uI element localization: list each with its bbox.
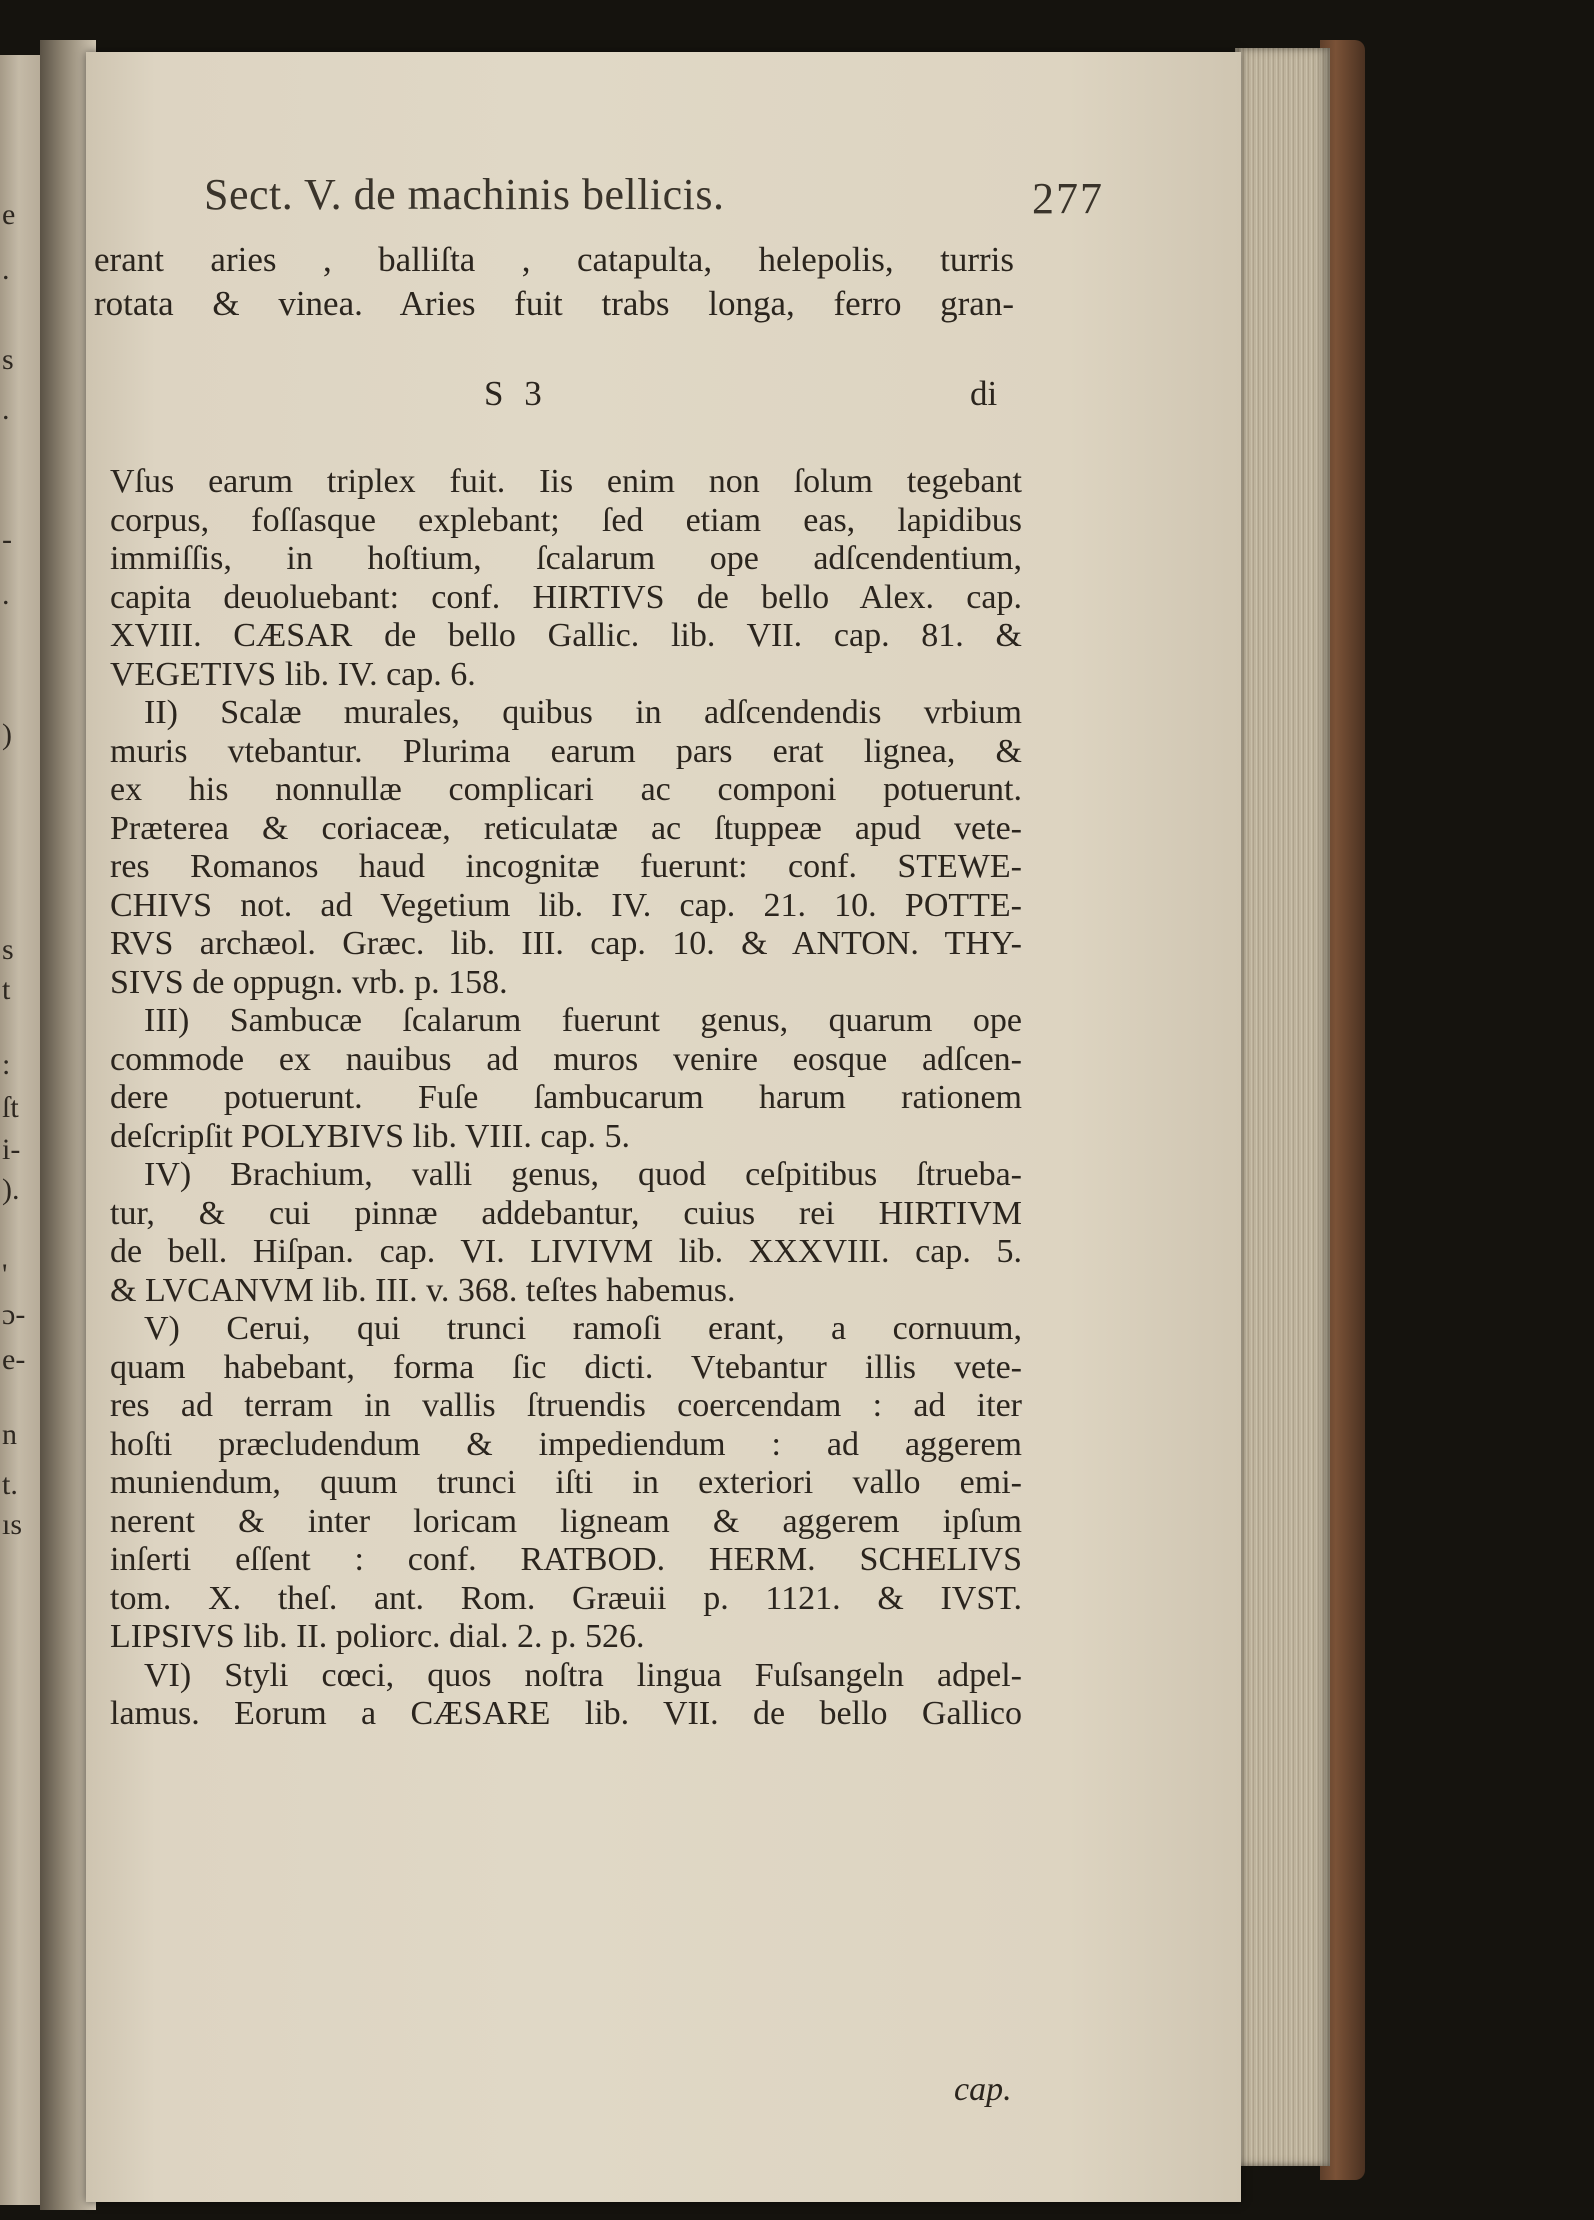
note-line: muris vtebantur. Plurima earum pars erat lignea, & <box>110 732 1022 770</box>
note-line: hoſti præcludendum & impediendum : ad aggerem <box>110 1425 1022 1463</box>
catchword-upper: di <box>970 374 998 413</box>
note-line: Præterea & coriaceæ, reticulatæ ac ſtuppeæ apud vete- <box>110 809 1022 847</box>
note-line: de bell. Hiſpan. cap. VI. LIVIVM lib. XXXVIII. cap. 5. <box>110 1233 1022 1270</box>
note-line: tur, & cui pinnæ addebantur, cuius rei HIRTIVM <box>110 1194 1022 1232</box>
left-margin-fragment: ) <box>2 718 12 751</box>
note-line: RVS archæol. Græc. lib. III. cap. 10. & ANTON. THY- <box>110 925 1022 962</box>
left-margin-fragment: s <box>2 343 14 376</box>
note-line: quam habebant, forma ſic dicti. Vtebantur illis vete- <box>110 1348 1022 1386</box>
note-line: XVIII. CÆSAR de bello Gallic. lib. VII. cap. 81. & <box>110 617 1022 654</box>
signature-mark: S 3 <box>484 374 548 413</box>
note-line: II) Scalæ murales, quibus in adſcendendis vrbium <box>144 694 1022 731</box>
catchword-notes: cap. <box>954 2071 1012 2108</box>
note-line: dere potuerunt. Fuſe ſambucarum harum rationem <box>110 1079 1022 1116</box>
note-line: muniendum, quum trunci iſti in exteriori vallo emi- <box>110 1464 1022 1501</box>
left-margin-fragment: e <box>2 198 16 231</box>
page-number: 277 <box>1032 174 1104 223</box>
note-line: & LVCANVM lib. III. v. 368. teſtes habemus. <box>110 1271 736 1309</box>
running-title: Sect. V. de machinis bellicis. <box>204 170 725 219</box>
note-line: ex his nonnullæ complicari ac componi potuerunt. <box>110 771 1022 808</box>
upper-text-line: rotata & vinea. Aries fuit trabs longa, ferro gran- <box>94 284 1014 323</box>
note-line: commode ex nauibus ad muros venire eosque adſcen- <box>110 1040 1022 1078</box>
note-line: CHIVS not. ad Vegetium lib. IV. cap. 21. 10. POTTE- <box>110 886 1022 924</box>
note-line: res ad terram in vallis ſtruendis coercendam : ad iter <box>110 1387 1022 1424</box>
note-line: inſerti eſſent : conf. RATBOD. HERM. SCHELIVS <box>110 1541 1022 1578</box>
left-margin-fragment: t. <box>2 1468 18 1501</box>
left-margin-fragment: . <box>2 253 10 286</box>
note-line: immiſſis, in hoſtium, ſcalarum ope adſcendentium, <box>110 540 1022 577</box>
left-margin-fragment: ɔ- <box>2 1298 26 1331</box>
left-margin-fragment: i- <box>2 1133 21 1166</box>
left-margin-fragment: t <box>2 973 11 1006</box>
note-line: capita deuoluebant: conf. HIRTIVS de bello Alex. cap. <box>110 578 1022 616</box>
left-margin-fragment: s <box>2 933 14 966</box>
left-facing-page-edge <box>0 55 42 2205</box>
left-margin-fragment: ' <box>2 1258 8 1291</box>
note-line: tom. X. theſ. ant. Rom. Græuii p. 1121. & IVST. <box>110 1579 1022 1617</box>
note-line: nerent & inter loricam ligneam & aggerem ipſum <box>110 1502 1022 1540</box>
note-line: VEGETIVS lib. IV. cap. 6. <box>110 655 476 693</box>
left-margin-fragment: : <box>2 1048 11 1081</box>
note-line: V) Cerui, qui trunci ramoſi erant, a cornuum, <box>144 1310 1022 1347</box>
note-line: SIVS de oppugn. vrb. p. 158. <box>110 963 508 1001</box>
left-margin-fragment: ). <box>2 1173 20 1206</box>
note-line: res Romanos haud incognitæ fuerunt: conf. STEWE- <box>110 848 1022 885</box>
left-margin-fragment: n <box>2 1418 17 1451</box>
page-block-fore-edge <box>1235 48 1330 2166</box>
upper-text-line: erant aries , balliſta , catapulta, helepolis, turris <box>94 240 1014 279</box>
note-line: IV) Brachium, valli genus, quod ceſpitibus ſtrueba- <box>144 1156 1022 1193</box>
left-margin-fragment: - <box>2 523 12 556</box>
note-line: deſcripſit POLYBIVS lib. VIII. cap. 5. <box>110 1117 631 1155</box>
page-text <box>86 52 1241 2202</box>
note-line: VI) Styli cœci, quos noſtra lingua Fuſsangeln adpel- <box>144 1656 1022 1694</box>
page-277 <box>86 52 1241 2202</box>
note-line: LIPSIVS lib. II. poliorc. dial. 2. p. 526. <box>110 1618 645 1655</box>
left-margin-fragment: . <box>2 578 10 611</box>
left-margin-fragment: e- <box>2 1343 26 1376</box>
note-line: Vſus earum triplex fuit. Iis enim non ſolum tegebant <box>110 463 1022 500</box>
left-margin-fragment: . <box>2 393 10 426</box>
left-margin-fragment: ıs <box>2 1508 23 1541</box>
left-margin-fragment: ſt <box>2 1091 19 1124</box>
note-line: III) Sambucæ ſcalarum fuerunt genus, quarum ope <box>144 1002 1022 1039</box>
note-line: corpus, foſſasque explebant; ſed etiam eas, lapidibus <box>110 501 1022 539</box>
note-line: lamus. Eorum a CÆSARE lib. VII. de bello Gallico <box>110 1695 1022 1732</box>
